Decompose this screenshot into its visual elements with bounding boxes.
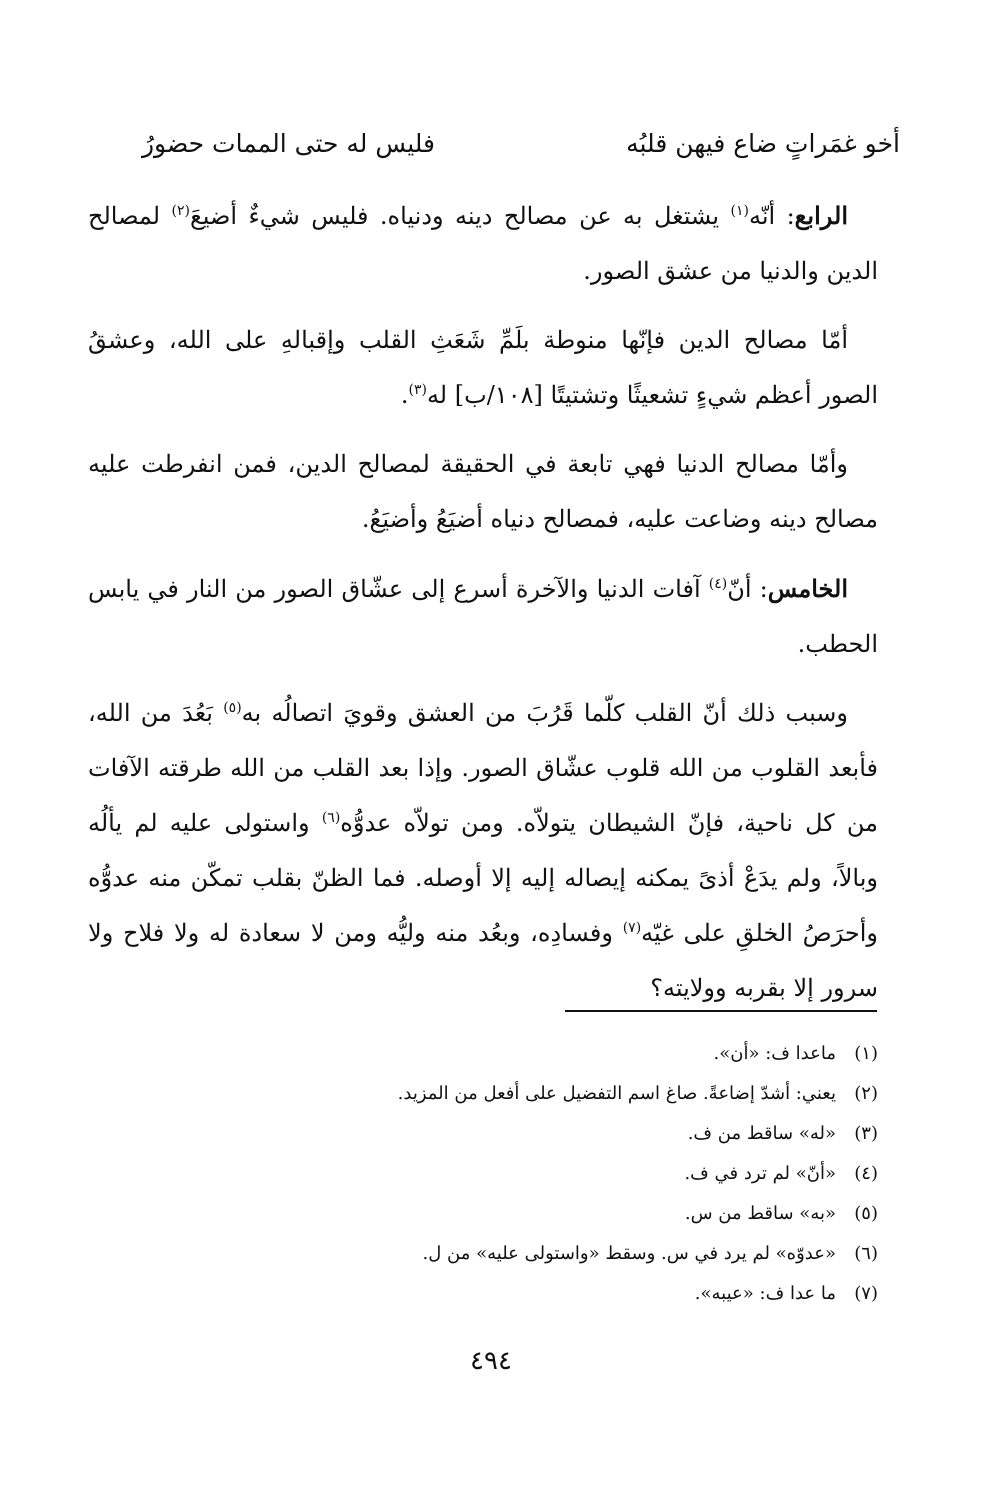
footnote-item: [88, 1154, 878, 1194]
paragraph-text: وسبب ذلك أنّ القلب كلّما قَرُبَ من العشق وقويَ اتصالُه به: [241, 699, 849, 727]
paragraph-text: .: [400, 381, 409, 409]
page-number: ٤٩٤: [470, 1346, 512, 1376]
paragraph-fifth-reason: [88, 561, 878, 672]
footnote-number: (٢): [854, 1083, 878, 1104]
paragraph-text: يشتغل به عن مصالح دينه ودنياه. فليس شيءٌ أضيعَ: [189, 202, 731, 230]
paragraph-text: : أنّ: [727, 575, 768, 603]
paragraph-worldly: [88, 437, 878, 547]
footnote-text: «أنّ» لم ترد في ف.: [684, 1163, 836, 1184]
paragraph-fourth-reason: [88, 188, 878, 299]
paragraph-lead: الرابع: [794, 201, 848, 230]
footnote-item: [88, 1234, 878, 1274]
main-text: [88, 188, 878, 1030]
paragraph-lead: الخامس: [767, 574, 849, 603]
verse-hemistich-second: فليس له حتى الممات حضورُ: [141, 129, 435, 158]
footnote-text: ماعدا ف: «أن».: [713, 1043, 836, 1064]
footnote-number: (٦): [854, 1243, 878, 1264]
footnote-number: (١): [854, 1043, 878, 1064]
footnote-text: ما عدا ف: «عيبه».: [694, 1283, 836, 1304]
paragraph-text: آفات الدنيا والآخرة أسرع إلى عشّاق الصور من النار في يابس الحطب.: [88, 575, 878, 658]
paragraph-text: لمصالح الدين والدنيا من عشق الصور.: [88, 202, 878, 285]
footnote-separator: [565, 1010, 877, 1012]
footnote-ref: (٥): [223, 700, 242, 716]
footnote-ref: (١): [730, 203, 749, 219]
paragraph-religion: [88, 313, 878, 423]
footnote-text: يعني: أشدّ إضاعةً. صاغ اسم التفضيل على أفعل من المزيد.: [397, 1083, 836, 1104]
footnote-ref: (٣): [408, 382, 427, 398]
footnote-text: «عدوّه» لم يرد في س. وسقط «واستولى عليه» من ل.: [422, 1243, 836, 1264]
paragraph-text: بَعُدَ من الله، فأبعد القلوب من الله قلوب عشّاق الصور. وإذا بعد القلب من الله طرقته الآفات من كل ناحية، فإنّ الشيطان يتولاّه. ومن تولاّه عدوُّه: [88, 699, 878, 837]
footnote-item: [88, 1034, 878, 1074]
footnote-item: [88, 1074, 878, 1114]
footnote-item: [88, 1194, 878, 1234]
paragraph-text: وفسادِه، وبعُد منه وليُّه ومن لا سعادة له ولا فلاح ولا سرور إلا بقربه وولايته؟: [88, 919, 878, 1002]
footnote-ref: (٧): [622, 920, 642, 936]
paragraph-text: وأمّا مصالح الدنيا فهي تابعة في الحقيقة لمصالح الدين، فمن انفرطت عليه مصالح دينه وضاعت عليه، فمصالح دنياه أضيَعُ وأضيَعُ.: [88, 450, 878, 533]
paragraph-text: واستولى عليه لم يألُه وبالاً، ولم يدَعْ أذىً يمكنه إيصاله إليه إلا أوصله. فما الظنّ بقلب تمكّن منه عدوُّه وأحرَصُ الخلقِ على غيّه: [88, 809, 878, 947]
footnote-number: (٧): [854, 1283, 878, 1304]
footnote-number: (٤): [854, 1163, 878, 1184]
footnote-text: «له» ساقط من ف.: [687, 1123, 836, 1144]
verse-hemistich-first: أخو غمَراتٍ ضاع فيهن قلبُه: [626, 129, 900, 158]
footnote-item: [88, 1114, 878, 1154]
footnote-number: (٣): [854, 1123, 878, 1144]
paragraph-text: أمّا مصالح الدين فإنّها منوطة بلَمِّ شَعَثِ القلب وإقبالهِ على الله، وعشقُ الصور أعظم شيءٍ تشعيثًا وتشتيتًا [١٠٨/ب] له: [88, 326, 878, 409]
footnote-text: «به» ساقط من س.: [684, 1203, 836, 1224]
paragraph-cause: [88, 686, 878, 1016]
footnote-item: [88, 1274, 878, 1314]
footnotes: [88, 1034, 878, 1314]
footnote-ref: (٤): [708, 576, 728, 592]
footnote-ref: (٦): [321, 810, 341, 826]
footnote-ref: (٢): [171, 203, 190, 219]
paragraph-text: : أنّه: [748, 202, 795, 230]
footnote-number: (٥): [854, 1203, 878, 1224]
